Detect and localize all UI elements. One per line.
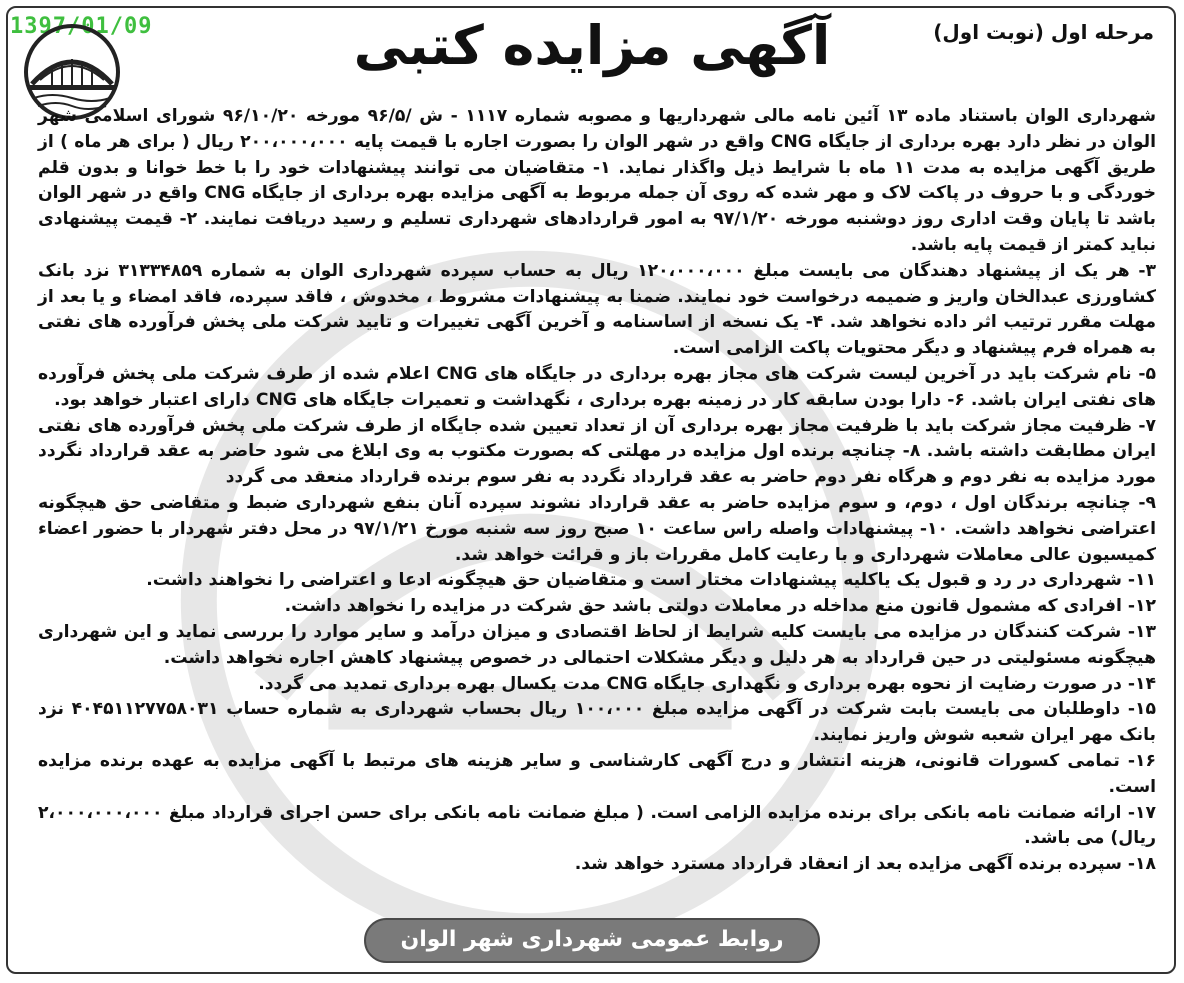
paragraph: ۳- هر یک از پیشنهاد دهندگان می بایست مبلغ ۱۲۰،۰۰۰،۰۰۰ ریال به حساب سپرده شهرداری الوان به شماره ۳۱۳۳۴۸۵۹ نزد بانک کشاورزی عبدالخان واریز و ضمیمه درخواست خود نمایند. ضمنا به پیشنهادات مشروط ، مخدوش ، فاقد سپرده، فاقد امضاء و یا بعد از مهلت مقرر ترتیب اثر داده نخواهد شد. ۴- یک نسخه از اساسنامه و آخرین آگهی تغییرات و تایید شرکت ملی پخش فرآورده های نفتی به همراه فرم پیشنهاد و دیگر محتویات پاکت الزامی است.: [38, 260, 1157, 359]
paragraph: ۷- ظرفیت مجاز شرکت باید با ظرفیت مجاز بهره برداری آن از تعداد تعیین شده جایگاه از طرف شرکت ملی پخش فرآورده های نفتی ایران مطابقت داشته باشد. ۸- چنانچه برنده اول مزایده در مهلتی که بصورت مکتوب به وی ابلاغ می شود حاضر به عقد قرارداد نگردد مورد مزایده به نفر دوم و هرگاه نفر دوم حاضر به عقد قرارداد نگردد به نفر سوم برنده قرارداد منعقد می گردد: [38, 415, 1156, 488]
paragraph: ۱۵- داوطلبان می بایست بابت شرکت در آگهی مزایده مبلغ ۱۰۰،۰۰۰ ریال بحساب شهرداری به شماره حساب ۴۰۴۵۱۱۲۷۷۵۸۰۳۱ نزد بانک مهر ایران شعبه شوش واریز نمایند.: [38, 699, 1156, 746]
paragraph: ۵- نام شرکت باید در آخرین لیست شرکت های مجاز بهره برداری در جایگاه های CNG اعلام شده از طرف شرکت ملی پخش فرآورده های نفتی ایران باشد. ۶- دارا بودن سابقه کار در زمینه بهره برداری ، نگهداشت و تعمیرات جایگاه های CNG دارای اعتبار خواهد بود.: [38, 363, 1157, 410]
footer: [0, 918, 1184, 963]
paragraph: ۱۷- ارائه ضمانت نامه بانکی برای برنده مزایده الزامی است. ( مبلغ ضمانت نامه بانکی برای حسن اجرای قرارداد مبلغ ۲،۰۰۰،۰۰۰،۰۰۰ ریال) می باشد.: [38, 802, 1156, 849]
paragraph: ۱۲- افرادی که مشمول قانون منع مداخله در معاملات دولتی باشد حق شرکت در مزایده را نخواهد داشت.: [284, 596, 1156, 617]
stage-label: مرحله اول (نوبت اول): [933, 20, 1154, 44]
paragraph: شهرداری الوان باستناد ماده ۱۳ آئین نامه مالی شهرداریها و مصوبه شماره ۱۱۱۷ - ش /۹۶/۵ مورخه ۹۶/۱۰/۲۰ شورای اسلامی شهر الوان در نظر دارد بهره برداری از جایگاه CNG واقع در شهر الوان را بصورت اجاره با قیمت پایه ۲۰۰،۰۰۰،۰۰۰ ریال ( برای هر ماه ) از طریق آگهی مزایده به مدت ۱۱ ماه با شرایط ذیل واگذار نماید. ۱- متقاضیان می توانند پیشنهادات خود را با خط خوانا و بدون قلم خوردگی و با حروف در پاکت لاک و مهر شده که روی آن جمله مربوط به آگهی مزایده بهره برداری از جایگاه CNG واقع در شهر الوان باشد تا پایان وقت اداری روز دوشنبه مورخه ۹۷/۱/۲۰ به امور قراردادهای شهرداری تسلیم و رسید دریافت نمایند. ۲- قیمت پیشنهادی نباید کمتر از قیمت پایه باشد.: [38, 106, 1157, 255]
paragraph: ۹- چنانچه برندگان اول ، دوم، و سوم مزایده حاضر به عقد قرارداد نشوند سپرده آنان بنفع شهرداری ضبط و متقاضی حق هیچگونه اعتراضی نخواهد داشت. ۱۰- پیشنهادات واصله راس ساعت ۱۰ صبح روز سه شنبه مورخ ۹۷/۱/۲۱ در محل دفتر شهردار با حضور اعضاء کمیسیون عالی معاملات شهرداری و با رعایت کامل مقررات باز و قرائت خواهد شد.: [38, 492, 1156, 565]
public-relations-badge: روابط عمومی شهرداری شهر الوان: [364, 918, 819, 963]
paragraph: ۱۶- تمامی کسورات قانونی، هزینه انتشار و درج آگهی کارشناسی و سایر هزینه های مرتبط با آگهی مزایده به عهده برنده مزایده است.: [38, 750, 1156, 797]
paragraph: ۱۴- در صورت رضایت از نحوه بهره برداری و نگهداری جایگاه CNG مدت یکسال بهره برداری تمدید می گردد.: [258, 673, 1156, 694]
paragraph: ۱۳- شرکت کنندگان در مزایده می بایست کلیه شرایط از لحاظ اقتصادی و میزان درآمد و سایر موارد را بررسی نماید و این شهرداری هیچگونه مسئولیتی در حین قرارداد به هر دلیل و دیگر مشکلات احتمالی در خصوص پیشنهاد کاهش اجاره نخواهد داشت.: [38, 621, 1156, 668]
date-stamp: 1397/01/09: [10, 14, 153, 39]
paragraph: ۱۱- شهرداری در رد و قبول یک یاکلیه پیشنهادات مختار است و متقاضیان حق هیچگونه ادعا و اعتراضی را نخواهند داشت.: [146, 570, 1156, 591]
paragraph: ۱۸- سپرده برنده آگهی مزایده بعد از انعقاد قرارداد مسترد خواهد شد.: [574, 854, 1156, 875]
page-title: آگهی مزایده کتبی: [353, 14, 831, 77]
notice-body: [38, 104, 1156, 878]
